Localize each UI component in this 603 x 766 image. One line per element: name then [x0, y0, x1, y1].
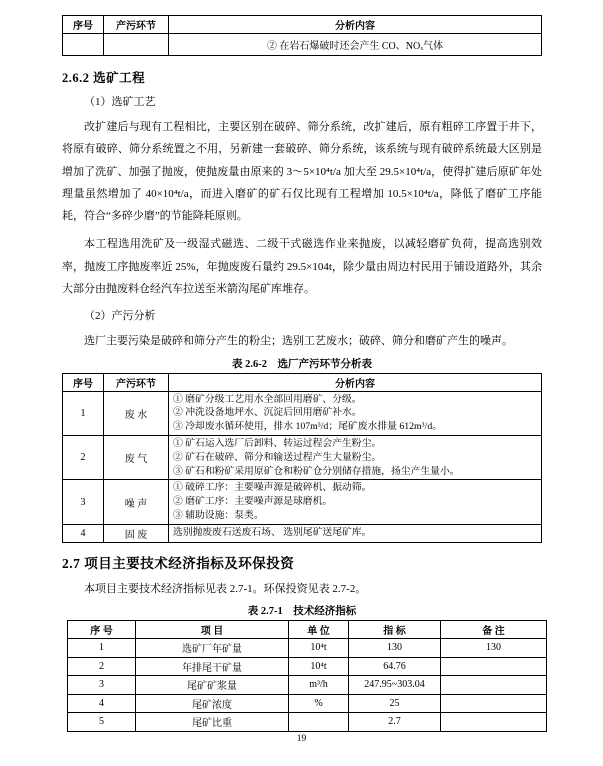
analysis-line: ③ 矿石和粉矿采用原矿仓和粉矿仓分别储存措施，扬尘产生量小。	[173, 465, 460, 477]
section-heading-2-6-2: 2.6.2 选矿工程	[62, 71, 146, 85]
cell-indicator: 130	[349, 639, 441, 658]
column-header-item: 项 目	[136, 621, 289, 639]
analysis-line: ③ 冷却废水循环使用，排水 107m³/d；尾矿废水排量 612m³/d。	[173, 421, 443, 433]
cell-stage: 固 废	[104, 524, 169, 542]
cell-indicator: 247.95~303.04	[349, 676, 441, 695]
analysis-line: ① 破碎工序：主要噪声源是破碎机、振动筛。	[173, 482, 372, 494]
cell-analysis	[169, 480, 542, 524]
cell-analysis	[169, 391, 542, 435]
analysis-line: ③ 辅助设施：泵类。	[173, 510, 264, 522]
technical-economic-indicator-table	[67, 620, 547, 732]
cell-note	[441, 657, 547, 676]
table-caption-2-6-2: 表 2.6-2 选厂产污环节分析表	[232, 358, 372, 370]
column-header-analysis: 分析内容	[169, 16, 542, 34]
cell-note: 130	[441, 639, 547, 658]
table-row-wastegas	[63, 436, 542, 480]
table-header-row	[63, 16, 542, 34]
cell-stage	[104, 34, 169, 56]
cell-note	[441, 713, 547, 732]
cell-indicator: 25	[349, 694, 441, 713]
column-header-seq: 序号	[63, 373, 104, 391]
cell-seq: 2	[68, 657, 136, 676]
table-row-noise	[63, 480, 542, 524]
column-header-analysis: 分析内容	[169, 373, 542, 391]
paragraph-indicator-intro: 本项目主要技术经济指标见表 2.7-1。环保投资见表 2.7-2。	[84, 582, 367, 595]
table-header-row	[68, 621, 547, 639]
column-header-indicator: 指 标	[349, 621, 441, 639]
paragraph-pollution-summary: 选厂主要污染是破碎和筛分产生的粉尘；选别工艺废水；破碎、筛分和磨矿产生的噪声。	[84, 335, 513, 348]
paragraph-waste-discard: 本工程选用洗矿及一级湿式磁选、二级干式磁选作业来抛废，以减轻磨矿负荷，提高选别效率，抛废工序抛废率近 25%，年抛废废石量约 29.5×104t，除少量由周边村民用于铺设道路外，其余大部分由抛废料仓经汽车拉送至米箭沟尾矿库堆存。	[62, 238, 542, 296]
table-row	[63, 34, 542, 56]
cell-seq	[63, 34, 104, 56]
cell-unit: 10⁴t	[289, 639, 349, 658]
cell-item: 年排尾干矿量	[136, 657, 289, 676]
table-row	[68, 713, 547, 732]
analysis-line: ② 磨矿工序：主要噪声源是球磨机。	[173, 496, 333, 508]
cell-analysis	[169, 436, 542, 480]
cell-seq: 4	[63, 524, 104, 542]
page-number: 19	[296, 734, 307, 744]
cell-seq: 4	[68, 694, 136, 713]
column-header-stage: 产污环节	[104, 373, 169, 391]
cell-seq: 3	[63, 480, 104, 524]
cell-seq: 1	[68, 639, 136, 658]
table-row-solidwaste	[63, 524, 542, 542]
cell-indicator: 2.7	[349, 713, 441, 732]
cell-seq: 5	[68, 713, 136, 732]
cell-indicator: 64.76	[349, 657, 441, 676]
pollution-analysis-table	[62, 373, 542, 543]
table-row	[68, 639, 547, 658]
column-header-seq: 序号	[63, 16, 104, 34]
table-row	[68, 657, 547, 676]
column-header-stage: 产污环节	[104, 16, 169, 34]
cell-unit: %	[289, 694, 349, 713]
cell-unit: m³/h	[289, 676, 349, 695]
table-row-wastewater	[63, 391, 542, 435]
subheading-beneficiation-process: （1）选矿工艺	[84, 96, 156, 108]
cell-stage: 废 气	[104, 436, 169, 480]
table-caption-2-7-1: 表 2.7-1 技术经济指标	[247, 606, 357, 618]
column-header-unit: 单 位	[289, 621, 349, 639]
table-header-row	[63, 373, 542, 391]
cell-note	[441, 676, 547, 695]
cell-seq: 2	[63, 436, 104, 480]
cell-unit: 10⁴t	[289, 657, 349, 676]
cell-analysis	[169, 524, 542, 542]
analysis-line: ① 矿石运入选厂后卸料、转运过程会产生粉尘。	[173, 438, 382, 450]
column-header-note: 备 注	[441, 621, 547, 639]
column-header-seq: 序 号	[68, 621, 136, 639]
analysis-line: ② 矿石在破碎、筛分和输送过程产生大量粉尘。	[173, 451, 382, 463]
table-row	[68, 676, 547, 695]
cell-item: 尾矿矿浆量	[136, 676, 289, 695]
cell-unit	[289, 713, 349, 732]
cell-seq: 1	[63, 391, 104, 435]
subheading-pollution-analysis: （2）产污分析	[84, 310, 156, 323]
analysis-line: ① 磨矿分级工艺用水全部回用磨矿、分级。	[173, 393, 362, 405]
analysis-line: ② 冲洗设备地坪水、沉淀后回用磨矿补水。	[173, 407, 362, 419]
cell-analysis: ② 在岩石爆破时还会产生 CO、NOₓ气体	[169, 34, 542, 56]
cell-seq: 3	[68, 676, 136, 695]
cell-stage: 噪 声	[104, 480, 169, 524]
cell-note	[441, 694, 547, 713]
cell-item: 尾矿比重	[136, 713, 289, 732]
cell-item: 尾矿浓度	[136, 694, 289, 713]
cell-stage: 废 水	[104, 391, 169, 435]
analysis-line: 选别抛废废石送废石场、 选别尾矿送尾矿库。	[173, 527, 372, 539]
cell-item: 选矿厂年矿量	[136, 639, 289, 658]
table-row	[68, 694, 547, 713]
section-heading-2-7: 2.7 项目主要技术经济指标及环保投资	[62, 555, 295, 571]
paragraph-process-description: 改扩建后与现有工程相比，主要区别在破碎、筛分系统，改扩建后，原有粗碎工序置于井下，将原有破碎、筛分系统置之不用，另新建一套破碎、筛分系统，该系统与现有破碎系统最大区别是增加了洗矿、加强了抛废，使抛废量由原来的 3～5×10⁴t/a 加大至 29.5×10⁴t/a，使得扩建后原矿年处理量虽然增加了 40×10⁴t/a，而进入磨矿的矿石仅比现有工程增加 10.5×10⁴t/a，降低了磨矿工序能耗，符合“多碎少磨”的节能降耗原则。	[62, 121, 542, 223]
carryover-analysis-table	[62, 15, 542, 56]
